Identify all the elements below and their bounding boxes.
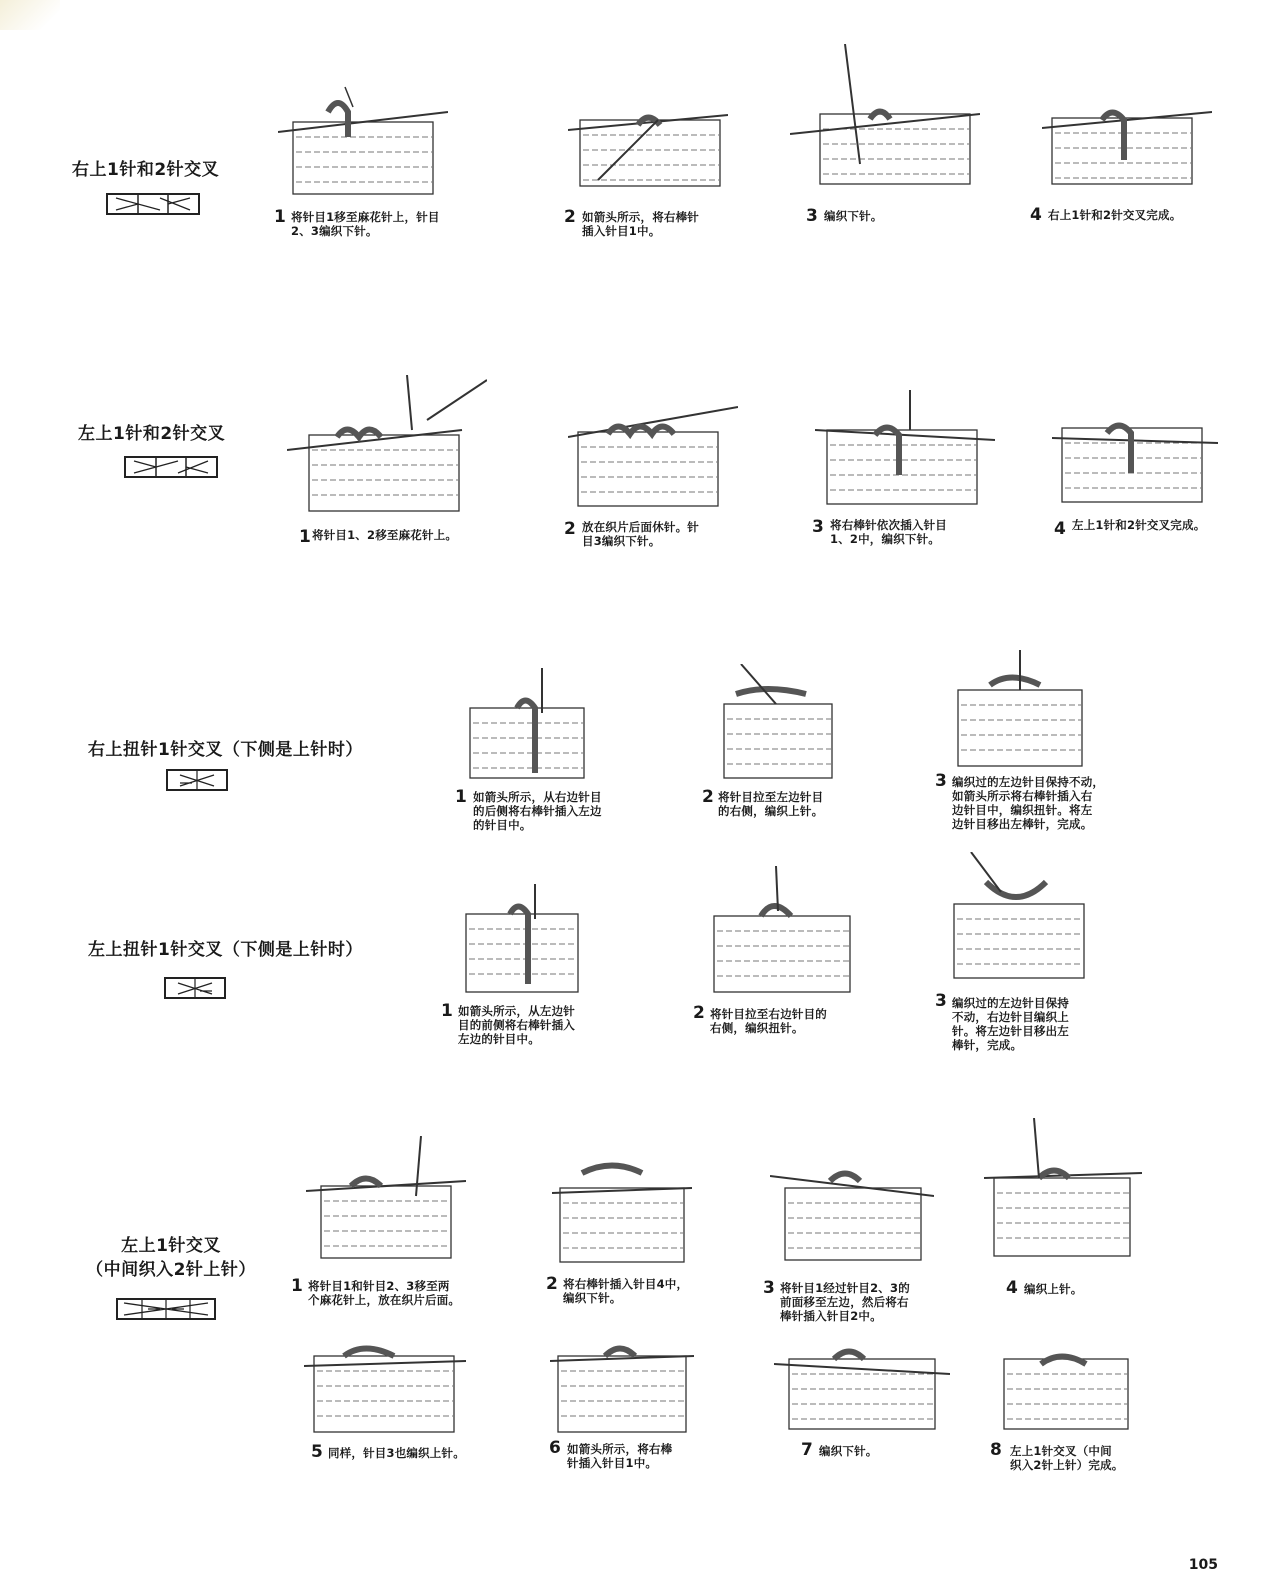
knit-illustration — [706, 866, 858, 996]
step-text: 将针目1经过针目2、3的 前面移至左边，然后将右 棒针插入针目2中。 — [780, 1281, 910, 1323]
chart-symbol-4 — [164, 977, 226, 999]
step-number: 5 — [311, 1442, 323, 1462]
knit-illustration — [462, 668, 592, 782]
step-number: 3 — [763, 1278, 775, 1298]
step-text: 如箭头所示，将右棒 针插入针目1中。 — [567, 1442, 673, 1470]
step-number: 2 — [564, 207, 576, 227]
knit-illustration — [304, 1326, 466, 1436]
step-text: 左上1针和2针交叉完成。 — [1072, 518, 1206, 532]
step-text: 编织下针。 — [819, 1444, 878, 1458]
step-number: 2 — [546, 1274, 558, 1294]
step-text: 将右棒针依次插入针目 1、2中，编织下针。 — [830, 518, 947, 546]
knit-illustration — [287, 375, 487, 515]
knit-illustration — [460, 884, 584, 996]
step-text: 将针目拉至左边针目 的右侧，编织上针。 — [718, 790, 824, 818]
step-text: 将针目1移至麻花针上，针目 2、3编织下针。 — [291, 210, 440, 238]
step-text: 编织上针。 — [1024, 1282, 1083, 1296]
step-number: 3 — [935, 771, 947, 791]
chart-symbol-1 — [106, 193, 200, 215]
section-title-5 — [76, 1234, 266, 1282]
step-text: 编织下针。 — [824, 209, 883, 223]
page-number: 105 — [1188, 1557, 1218, 1573]
step-number: 4 — [1006, 1278, 1018, 1298]
step-number: 2 — [693, 1003, 705, 1023]
knit-illustration — [774, 1334, 950, 1434]
knit-illustration — [1052, 388, 1218, 506]
knit-illustration — [770, 1146, 934, 1264]
step-text: 将右棒针插入针目4中， 编织下针。 — [563, 1277, 689, 1305]
step-number: 1 — [455, 787, 467, 807]
knit-illustration — [568, 90, 728, 190]
step-text: 编织过的左边针目保持 不动，右边针目编织上 针。将左边针目移出左 棒针，完成。 — [952, 996, 1069, 1052]
knit-illustration — [1042, 84, 1212, 188]
knit-illustration — [278, 82, 448, 197]
step-text: 左上1针交叉（中间 织入2针上针）完成。 — [1010, 1444, 1124, 1472]
step-text: 同样，针目3也编织上针。 — [328, 1446, 465, 1460]
knit-illustration — [568, 392, 738, 510]
step-number: 1 — [274, 207, 286, 227]
knit-illustration — [984, 1118, 1142, 1260]
step-text: 右上1针和2针交叉完成。 — [1048, 208, 1182, 222]
step-number: 3 — [812, 517, 824, 537]
section-title-4: 左上扭针1针交叉（下侧是上针时） — [88, 940, 363, 960]
section-title-line: 左上1针交叉 — [121, 1236, 221, 1256]
section-title-1: 右上1针和2针交叉 — [72, 160, 220, 180]
section-title-3: 右上扭针1针交叉（下侧是上针时） — [88, 740, 363, 760]
knit-illustration — [950, 650, 1090, 770]
step-text: 如箭头所示，从右边针目 的后侧将右棒针插入左边 的针目中。 — [473, 790, 602, 832]
knit-illustration — [716, 664, 840, 782]
step-text: 编织过的左边针目保持不动， 如箭头所示将右棒针插入右 边针目中，编织扭针。将左 边针目移出左棒针，完成。 — [952, 775, 1105, 831]
step-number: 6 — [549, 1438, 561, 1458]
chart-symbol-5 — [116, 1298, 216, 1320]
step-number: 3 — [806, 206, 818, 226]
section-title-2: 左上1针和2针交叉 — [78, 424, 226, 444]
step-number: 1 — [291, 1276, 303, 1296]
step-text: 将针目拉至右边针目的 右侧，编织扭针。 — [710, 1007, 827, 1035]
step-number: 3 — [935, 991, 947, 1011]
step-number: 2 — [564, 519, 576, 539]
knit-illustration — [550, 1326, 694, 1436]
step-number: 4 — [1030, 205, 1042, 225]
step-number: 8 — [990, 1440, 1002, 1460]
step-number: 1 — [299, 527, 311, 547]
step-text: 将针目1、2移至麻花针上。 — [312, 528, 458, 542]
knit-illustration — [790, 44, 980, 188]
step-text: 如箭头所示，将右棒针 插入针目1中。 — [582, 210, 699, 238]
knit-illustration — [815, 390, 995, 508]
knit-illustration — [552, 1148, 692, 1266]
step-text: 将针目1和针目2、3移至两 个麻花针上，放在织片后面。 — [308, 1279, 461, 1307]
step-number: 4 — [1054, 519, 1066, 539]
page-corner-fold — [0, 0, 60, 30]
knit-illustration — [996, 1334, 1136, 1434]
knit-illustration — [306, 1136, 466, 1262]
step-number: 1 — [441, 1001, 453, 1021]
chart-symbol-2 — [124, 456, 218, 478]
section-title-line: （中间织入2针上针） — [86, 1260, 256, 1280]
knit-illustration — [946, 852, 1092, 982]
step-number: 7 — [801, 1440, 813, 1460]
step-text: 放在织片后面休针。针 目3编织下针。 — [582, 520, 699, 548]
step-text: 如箭头所示，从左边针 目的前侧将右棒针插入 左边的针目中。 — [458, 1004, 575, 1046]
chart-symbol-3 — [166, 769, 228, 791]
step-number: 2 — [702, 787, 714, 807]
